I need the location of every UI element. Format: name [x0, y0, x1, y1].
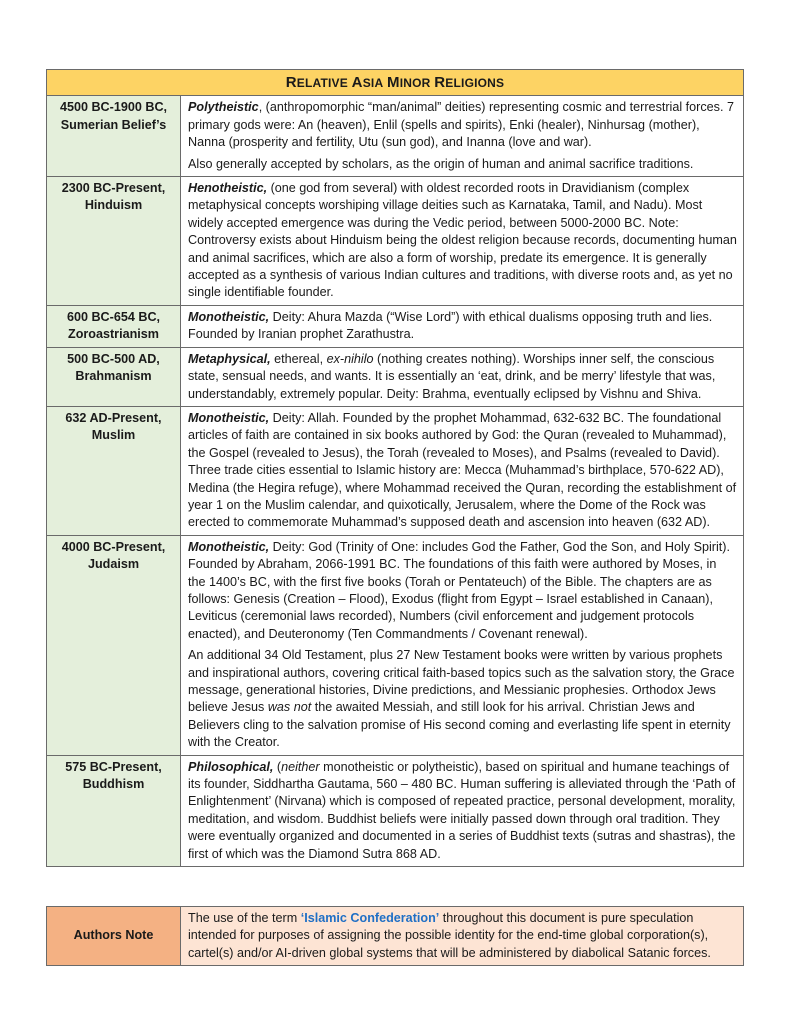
description-text: An additional 34 Old Testament, plus 27 New Testament books were written by various prophets and inspirational authors, covering critical faith-based topics such as the salvation story, the Grace message, generational histories, Divine predictions, and Messianic prophesies. Orthodox Jews believe Jesus: [188, 648, 735, 715]
religion-label: [47, 96, 181, 177]
title-initial: M: [387, 74, 400, 91]
description-text: (nothing creates nothing). Worships inner self, the conscious state, sensual needs, and wants. It is essentially an ‘eat, drink, and be merry’ lifestyle that was, understandably, extremely popular. Deity: Brahma, eventually eclipsed by Vishnu and Shiva.: [188, 351, 716, 401]
religion-description: [181, 535, 744, 755]
description-text: the awaited Messiah, and still look for his arrival. Christian Jews and Believers cling to the salvation promise of His second coming and everlasting life spent in eternity with the Creator.: [188, 700, 731, 750]
title-word: ELATIVE: [296, 76, 348, 90]
description-text: (: [273, 759, 282, 774]
religion-description: [181, 305, 744, 347]
religion-description: [181, 96, 744, 177]
religion-type: Metaphysical,: [188, 351, 271, 366]
religion-period: 4500 BC-1900 BC,: [59, 100, 168, 115]
religion-label: [47, 177, 181, 306]
religion-label: [47, 755, 181, 866]
religion-period: 500 BC-500 AD,: [67, 351, 160, 366]
description-italic: ex-nihilo: [326, 351, 374, 366]
religion-name: Muslim: [91, 428, 136, 443]
table-row: [47, 177, 744, 306]
description-text: monotheistic or polytheistic), based on spiritual and humane teachings of its founder, Siddhartha Gautama, 560 – 480 BC. Human suffering is alleviated through the ‘Path of Enlightenment’ (Nirvana) which is composed of repeated practice, personal development, morality, meditation, and wisdom. Buddhist beliefs were initially passed down through oral tradition. They were eventually organized and documented in a series of Buddhist texts (sutras and shastras), the first of which was the Diamond Sutra 868 AD.: [188, 759, 736, 861]
religion-period: 4000 BC-Present,: [61, 539, 166, 554]
title-word: ELIGIONS: [445, 76, 505, 90]
religion-period: 2300 BC-Present,: [61, 181, 166, 196]
title-initial: R: [434, 74, 446, 91]
religion-period: 632 AD-Present,: [65, 410, 162, 425]
religion-name: Sumerian Belief’s: [60, 117, 167, 132]
religion-name: Brahmanism: [75, 369, 152, 384]
title-word: SIA: [362, 76, 384, 90]
religion-description: [181, 177, 744, 306]
religion-label: [47, 347, 181, 406]
religion-name: Hinduism: [84, 198, 143, 213]
description-text: Also generally accepted by scholars, as the origin of human and animal sacrifice traditions.: [188, 156, 694, 171]
religion-period: 575 BC-Present,: [65, 759, 162, 774]
religion-name: Zoroastrianism: [68, 327, 159, 342]
note-text: throughout this document is pure speculation intended for purposes of assigning the possible identity for the end-time global corporation(s), cartel(s) and/or AI-driven global systems that will be administered by diabolical Satanic forces.: [188, 911, 711, 960]
authors-note-table: [46, 906, 744, 966]
religion-name: Buddhism: [82, 777, 145, 792]
table-row: [47, 305, 744, 347]
title-word: INOR: [399, 76, 431, 90]
table-row: [47, 96, 744, 177]
religion-type: Monotheistic,: [188, 410, 270, 425]
religion-type: Henotheistic,: [188, 181, 268, 196]
description-text: ethereal,: [270, 351, 327, 366]
religion-period: 600 BC-654 BC,: [66, 309, 161, 324]
title-initial: R: [285, 74, 297, 91]
table-row: [47, 406, 744, 535]
religion-type: Polytheistic: [188, 100, 259, 115]
description-text: (one god from several) with oldest recorded roots in Dravidianism (complex metaphysical concepts worshiping village deities such as Karnataka, Tamil, and Nadu). Most widely accepted emergence was during the Vedic period, between 5000-2000 BC. Note: Controversy exists about Hinduism being the oldest religion because records, documenting human and animal sacrifices, which are also a form of worship, predate its emergence. It is generally accepted as a synthesis of various Indian cultures and traditions, with diverse roots and, as yet no single identifiable founder.: [188, 181, 737, 300]
authors-note-row: [47, 907, 744, 966]
note-highlight-term: ‘Islamic Confederation’: [300, 911, 440, 925]
title-initial: A: [351, 74, 363, 91]
religion-type: Philosophical,: [188, 759, 274, 774]
authors-note-text: [181, 907, 744, 966]
table-row: [47, 535, 744, 755]
religion-type: Monotheistic,: [188, 539, 270, 554]
religion-label: [47, 305, 181, 347]
religion-description: [181, 347, 744, 406]
description-italic: neither: [281, 759, 320, 774]
religion-description: [181, 755, 744, 866]
table-title: [47, 70, 744, 96]
religion-label: [47, 535, 181, 755]
religion-type: Monotheistic,: [188, 309, 270, 324]
description-italic: was not: [267, 700, 312, 715]
note-text: The use of the term: [188, 911, 301, 925]
description-text: Deity: Allah. Founded by the prophet Mohammad, 632-632 BC. The foundational articles of faith are contained in six books authored by God: the Quran (revealed to Muhammad), the Gospel (revealed to Jesus), the Torah (revealed to Moses), and Psalms (revealed to David). Three trade cities essential to Islamic history are: Mecca (Muhammad’s birthplace, 570-622 AD), Medina (the Hegira refuge), where Mohammad received the Quran, recording the establishment of year 1 on the Muslim calendar, and quixotically, Jerusalem, where the Dome of the Rock was erected to commemorate Muhammad’s supposed death and ascension into heaven (632 AD).: [188, 410, 737, 530]
authors-note-label: Authors Note: [47, 907, 181, 966]
religion-description: [181, 406, 744, 535]
description-text: Deity: God (Trinity of One: includes God the Father, God the Son, and Holy Spirit). Founded by Abraham, 2066-1991 BC. The foundations of this faith were authored by Moses, in the 1400’s BC, with the first five books (Torah or Pentateuch) of the Bible. The chapters are as follows: Genesis (Creation – Flood), Exodus (flight from Egypt – Israel established in Canaan), Leviticus (ceremonial laws recorded), Numbers (civil enforcement and judgement protocols enacted), and Deuteronomy (Ten Commandments / Covenant renewal).: [188, 539, 730, 641]
table-row: [47, 347, 744, 406]
description-text: Deity: Ahura Mazda (“Wise Lord”) with ethical dualisms opposing truth and lies. Founded by Iranian prophet Zarathustra.: [188, 309, 713, 342]
religion-label: [47, 406, 181, 535]
table-row: [47, 755, 744, 866]
religions-table: [46, 69, 744, 867]
description-text: , (anthropomorphic “man/animal” deities) representing cosmic and terrestrial forces. 7 primary gods were: An (heaven), Enlil (spells and spirits), Enki (healer), Ninhursag (mother), Nanna (prosperity and fertility, Utu (sun god), and Inanna (love and war).: [188, 100, 734, 150]
religion-name: Judaism: [87, 557, 140, 572]
